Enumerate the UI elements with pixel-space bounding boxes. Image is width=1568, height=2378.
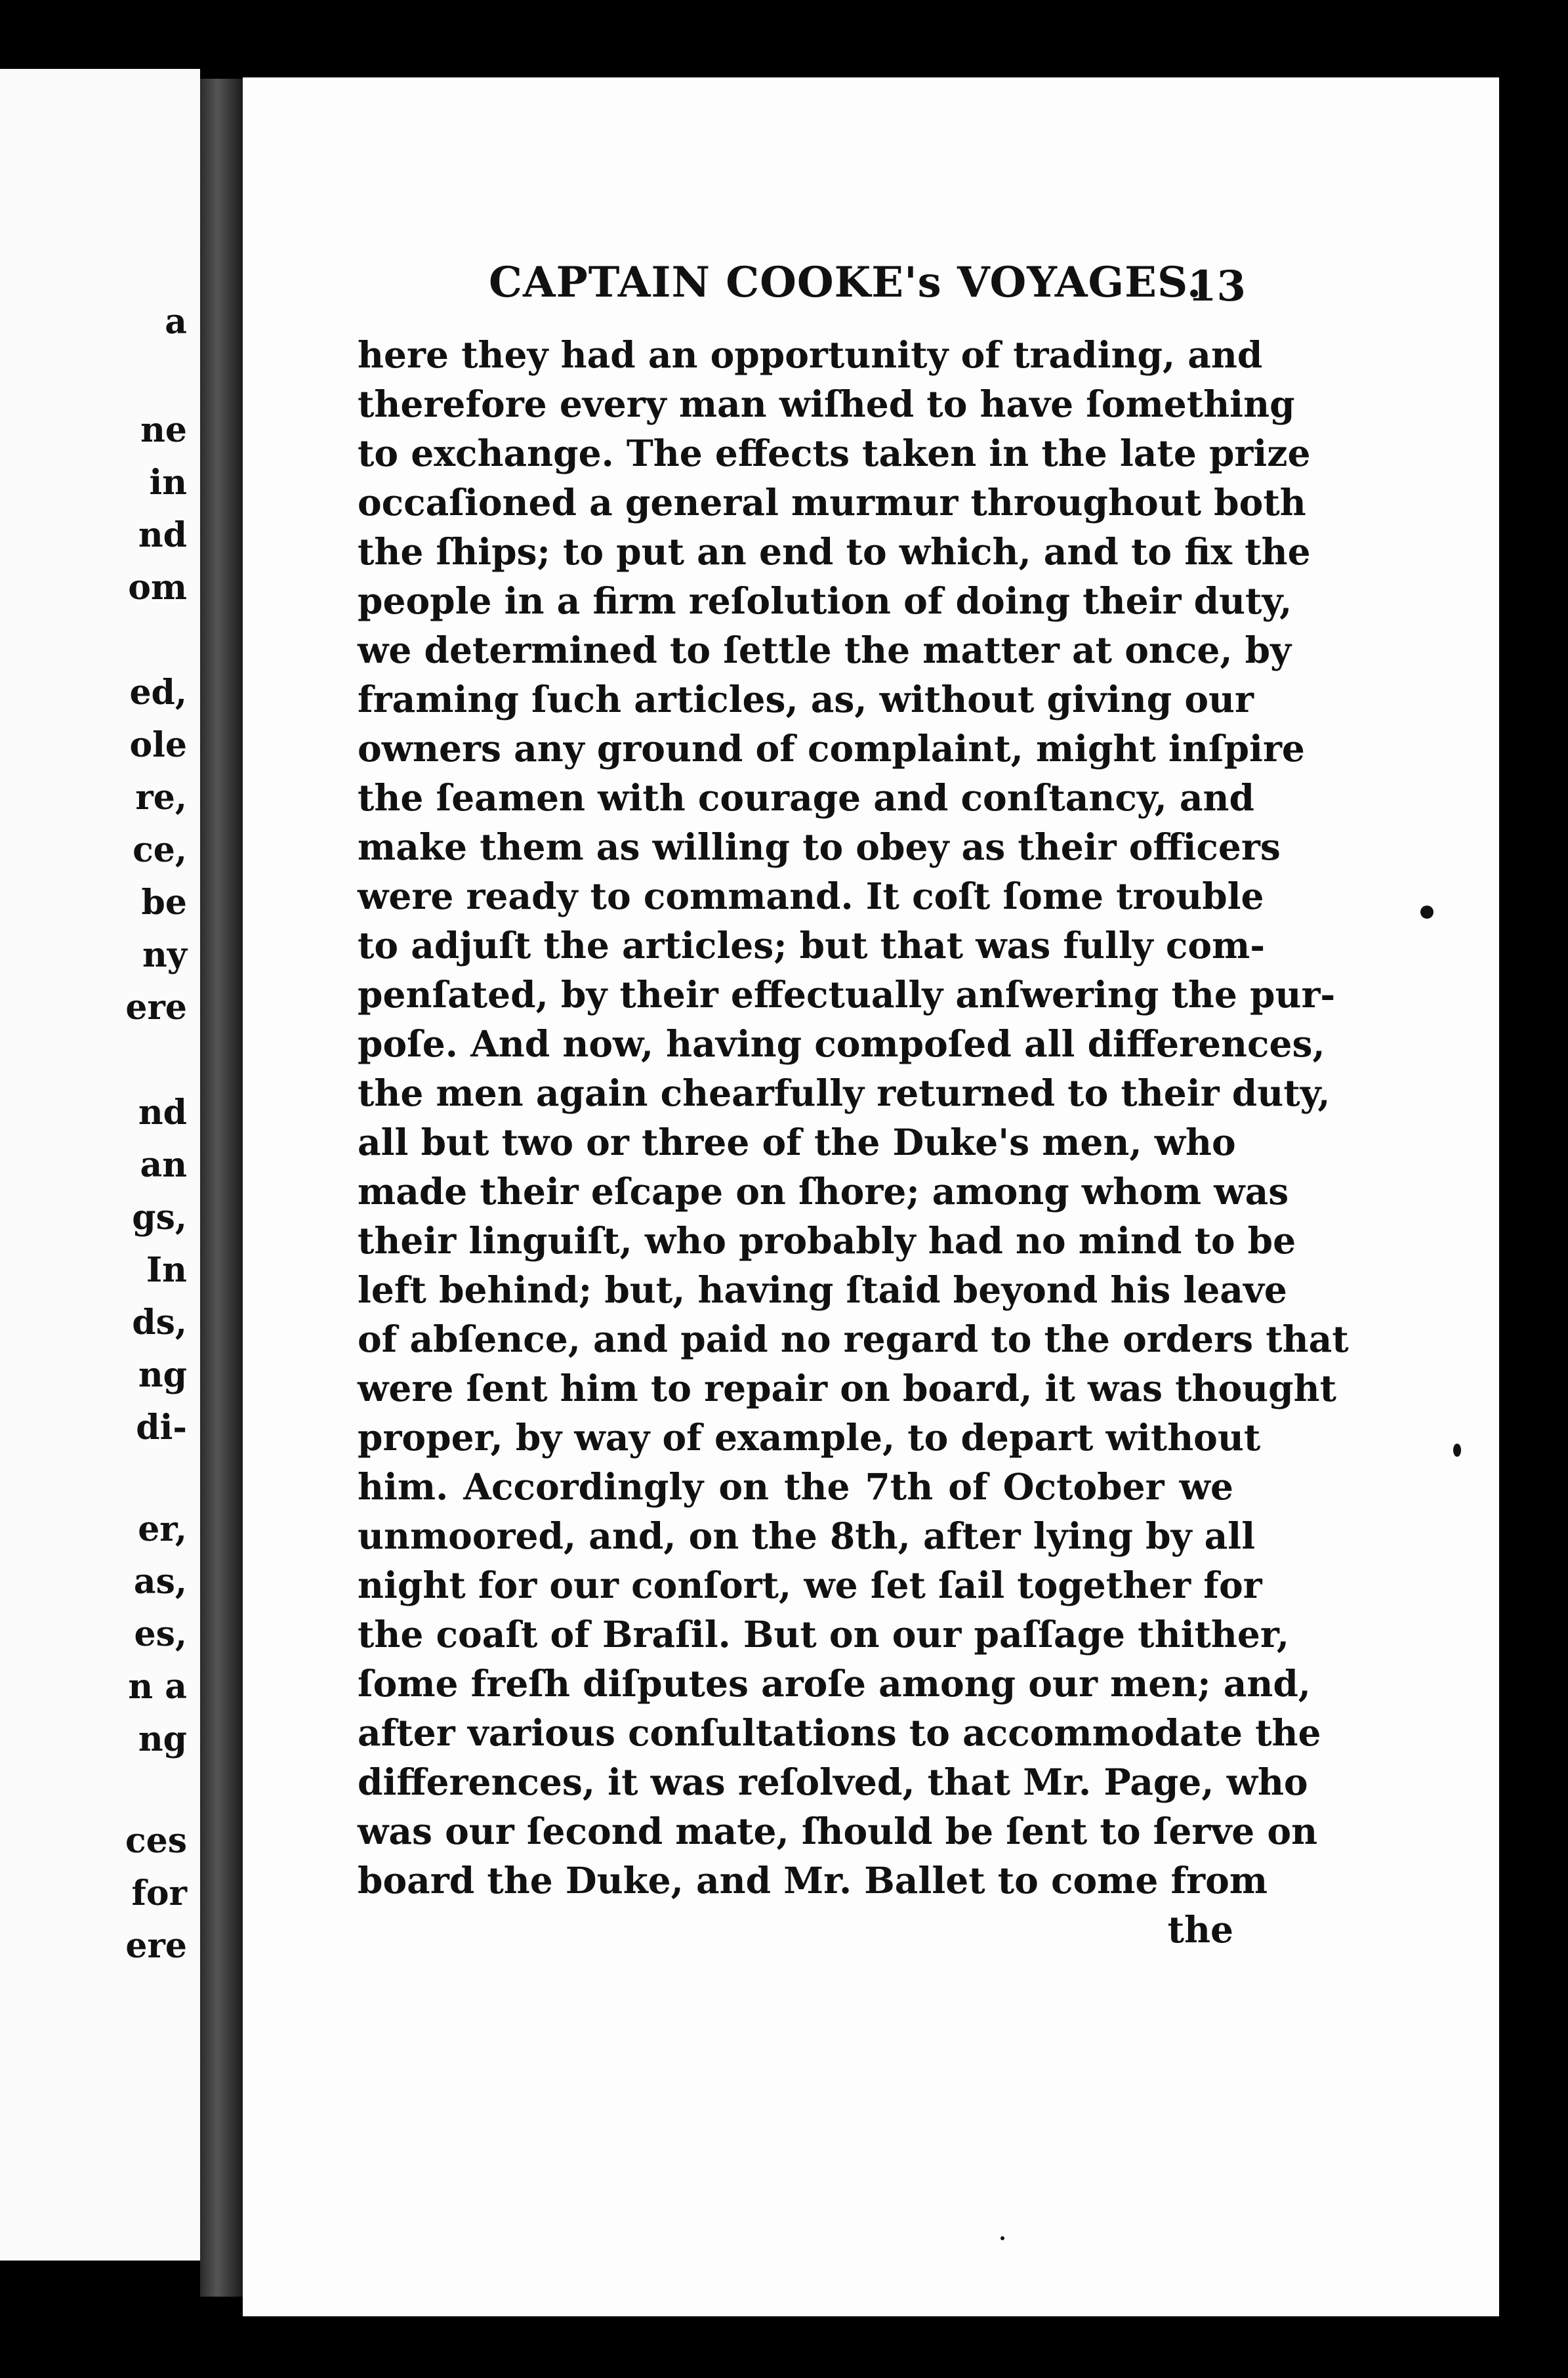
facing-fragment: ere <box>125 988 187 1028</box>
text-line: left behind; but, having ſtaid beyond his leave <box>358 1268 1287 1311</box>
running-head-title: CAPTAIN COOKE's VOYAGES. <box>489 258 1203 307</box>
ink-speck <box>1453 1444 1461 1457</box>
text-line: people in a firm reſolution of doing their duty, <box>358 579 1292 622</box>
facing-fragment: om <box>128 568 187 608</box>
text-line: differences, it was reſolved, that Mr. Page, who <box>358 1761 1308 1803</box>
facing-fragment: es, <box>134 1614 187 1654</box>
text-line: was our ſecond mate, ſhould be ſent to ſerve on <box>358 1810 1318 1852</box>
text-line: we determined to ſettle the matter at once, by <box>358 629 1292 671</box>
facing-fragment: ng <box>138 1355 187 1395</box>
facing-fragment: ed, <box>129 673 187 713</box>
text-line: to exchange. The effects taken in the late prize <box>358 432 1311 474</box>
catchword: the <box>1167 1908 1233 1951</box>
facing-page-text-fragments <box>56 69 187 2261</box>
facing-fragment: for <box>131 1873 187 1913</box>
facing-fragment: ne <box>140 410 187 450</box>
running-head <box>243 258 1499 323</box>
facing-fragment: an <box>140 1145 187 1185</box>
facing-page <box>0 69 200 2261</box>
text-line: the men again chearfully returned to their duty, <box>358 1072 1331 1114</box>
text-line: here they had an opportunity of trading, and <box>358 333 1263 376</box>
facing-fragment: ny <box>142 935 187 975</box>
text-line: therefore every man wiſhed to have ſomething <box>358 383 1295 425</box>
text-line: ſome freſh diſputes aroſe among our men; and, <box>358 1662 1311 1705</box>
text-line: board the Duke, and Mr. Ballet to come from <box>358 1859 1268 1902</box>
facing-fragment: in <box>149 463 187 503</box>
text-line: owners any ground of complaint, might inſpire <box>358 727 1305 770</box>
facing-fragment: ere <box>125 1926 187 1966</box>
facing-fragment: gs, <box>132 1198 187 1238</box>
facing-fragment: nd <box>138 515 187 555</box>
facing-fragment: di- <box>136 1408 187 1448</box>
facing-fragment: ds, <box>132 1303 187 1343</box>
book-page <box>243 77 1499 2316</box>
facing-fragment: In <box>146 1250 187 1290</box>
text-line: of abſence, and paid no regard to the orders that <box>358 1318 1349 1360</box>
facing-fragment: ce, <box>133 830 187 870</box>
facing-fragment: re, <box>135 778 187 818</box>
text-line: after various conſultations to accommodate the <box>358 1711 1321 1754</box>
text-line: the ſhips; to put an end to which, and to fix the <box>358 530 1311 573</box>
text-line: poſe. And now, having compoſed all differences, <box>358 1022 1325 1065</box>
ink-speck <box>1420 906 1434 919</box>
book-gutter <box>200 79 243 2297</box>
text-line: penſated, by their effectually anſwering the pur- <box>358 973 1336 1016</box>
text-line: made their eſcape on ſhore; among whom was <box>358 1170 1289 1213</box>
text-line: to adjuſt the articles; but that was fully com- <box>358 924 1266 967</box>
text-line: all but two or three of the Duke's men, who <box>358 1121 1236 1163</box>
text-line: night for our conſort, we ſet ſail together for <box>358 1564 1262 1606</box>
text-line: framing ſuch articles, as, without giving our <box>358 678 1254 720</box>
facing-fragment: er, <box>138 1509 187 1549</box>
text-line: unmoored, and, on the 8th, after lying by all <box>358 1514 1256 1557</box>
page-number: 13 <box>1187 262 1247 311</box>
text-line: occaſioned a general murmur throughout both <box>358 481 1306 524</box>
text-line: their linguiſt, who probably had no mind to be <box>358 1219 1296 1262</box>
text-line: the coaſt of Braſil. But on our paſſage thither, <box>358 1613 1289 1656</box>
facing-fragment: n a <box>128 1667 187 1707</box>
ink-speck <box>1001 2236 1004 2240</box>
facing-fragment: ng <box>138 1719 187 1759</box>
body-text <box>358 330 1349 1954</box>
text-line: were ready to command. It coſt ſome trouble <box>358 875 1264 917</box>
facing-fragment: nd <box>138 1093 187 1133</box>
text-line: were ſent him to repair on board, it was thought <box>358 1367 1336 1409</box>
text-line: the ſeamen with courage and conſtancy, and <box>358 776 1254 819</box>
facing-fragment: as, <box>133 1562 187 1602</box>
text-line: make them as willing to obey as their officers <box>358 825 1281 868</box>
facing-fragment: a <box>165 302 187 342</box>
facing-fragment: be <box>141 883 187 923</box>
text-line: him. Accordingly on the 7th of October we <box>358 1465 1233 1508</box>
facing-fragment: ces <box>125 1821 187 1861</box>
text-line: proper, by way of example, to depart without <box>358 1416 1261 1459</box>
facing-fragment: ole <box>129 725 187 765</box>
